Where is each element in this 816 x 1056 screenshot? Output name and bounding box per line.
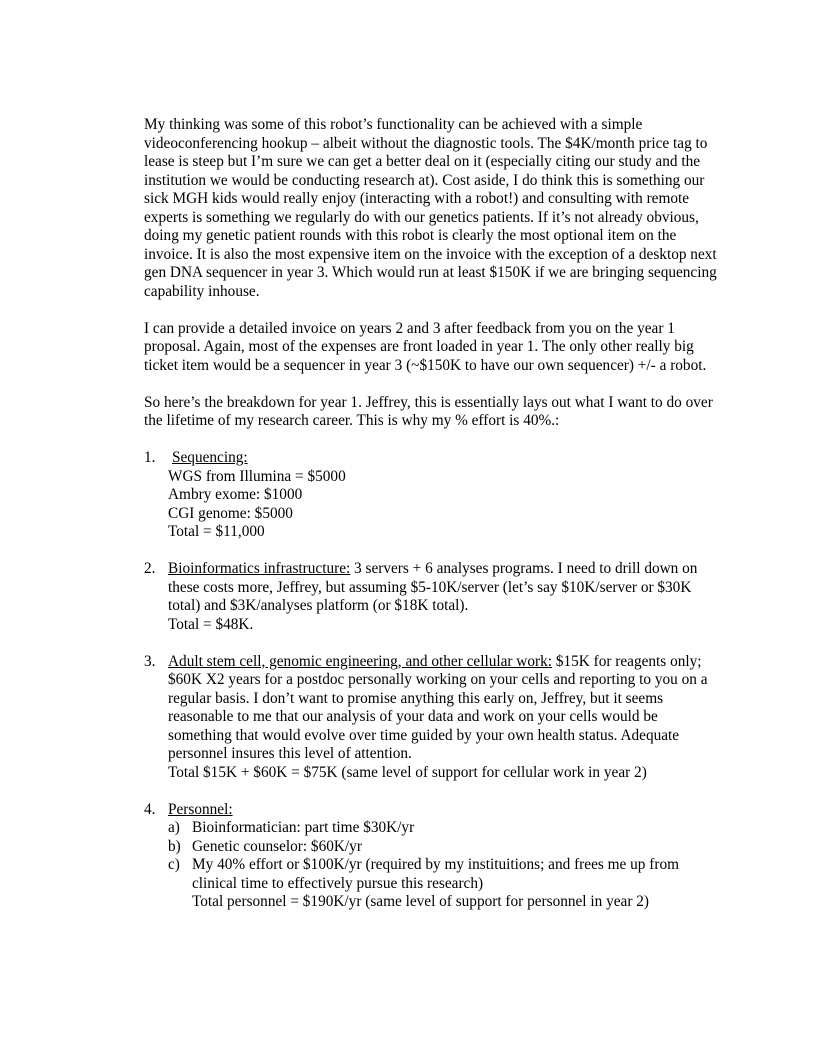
subitem-text: Bioinformatician: part time $30K/yr: [192, 819, 415, 836]
cost-line: WGS from Illumina = $5000: [168, 467, 346, 485]
list-item-sequencing: [144, 449, 724, 542]
item-title: Sequencing:: [172, 449, 248, 466]
subitem: [168, 856, 724, 912]
subitem: [168, 819, 724, 838]
document-page: [144, 116, 724, 930]
subitem-letter: c): [168, 856, 180, 873]
subitem: [168, 838, 724, 857]
subitem-text: My 40% effort or $100K/yr (required by my instituitions; and frees me up from clinical time to effectively pursue this research): [192, 856, 679, 892]
item-title: Adult stem cell, genomic engineering, and other cellular work:: [168, 652, 552, 670]
subitem-letter: a): [168, 819, 180, 836]
item-number: 1.: [144, 449, 156, 466]
total-line: Total = $11,000: [168, 523, 265, 540]
subitem-text: Genetic counselor: $60K/yr: [192, 837, 362, 855]
list-item-cellular-work: [144, 653, 724, 783]
item-title: Personnel:: [168, 800, 233, 818]
item-title: Bioinformatics infrastructure:: [168, 560, 351, 577]
list-item-personnel: [144, 801, 724, 912]
paragraph-robot: My thinking was some of this robot’s functionality can be achieved with a simple videoconferencing hookup – albeit without the diagnostic tools. The $4K/month price tag to lease is steep but I’m sure we can get a better deal on it (especially citing our study and the institution we would be conducting research at). Cost aside, I do think this is something our sick MGH kids would really enjoy (interacting with a robot!) and consulting with remote experts is something we regularly do with our genetics patients. If it’s not already obvious, doing my genetic patient rounds with this robot is clearly the most optional item on the invoice. It is also the most expensive item on the invoice with the exception of a desktop next gen DNA sequencer in year 3. Which would run at least $150K if we are bringing sequencing capability inhouse.: [144, 116, 717, 300]
total-line: Total = $48K.: [168, 615, 254, 633]
item-number: 2.: [144, 560, 156, 577]
total-line: Total personnel = $190K/yr (same level of support for personnel in year 2): [192, 893, 649, 910]
item-text: $15K for reagents only; $60K X2 years for a postdoc personally working on your cells and reporting to you on a regular basis. I don’t want to promise anything this early on, Jeffrey, but it seems reasonable to me that our analysis of your data and work on your cells would be something that would evolve over time guided by your own health status. Adequate personnel insures this level of attention.: [168, 652, 708, 762]
subitem-letter: b): [168, 837, 181, 855]
paragraph-breakdown: So here’s the breakdown for year 1. Jeffrey, this is essentially lays out what I want to do over the lifetime of my research career. This is why my % effort is 40%.:: [144, 393, 713, 429]
list-item-bioinformatics: [144, 560, 724, 634]
budget-list: [144, 449, 724, 912]
cost-line: Ambry exome: $1000: [168, 486, 303, 503]
cost-line: CGI genome: $5000: [168, 504, 293, 522]
total-line: Total $15K + $60K = $75K (same level of support for cellular work in year 2): [168, 763, 647, 781]
paragraph-invoice: I can provide a detailed invoice on years 2 and 3 after feedback from you on the year 1 proposal. Again, most of the expenses are front loaded in year 1. The only other really big ticket item would be a sequencer in year 3 (~$150K to have our own sequencer) +/- a robot.: [144, 319, 707, 374]
item-text: 3 servers + 6 analyses programs. I need to drill down on these costs more, Jeffrey, but assuming $5-10K/server (let’s say $10K/server or $30K total) and $3K/analyses platform (or $18K total).: [168, 560, 698, 614]
item-number: 4.: [144, 800, 156, 818]
item-number: 3.: [144, 652, 156, 670]
